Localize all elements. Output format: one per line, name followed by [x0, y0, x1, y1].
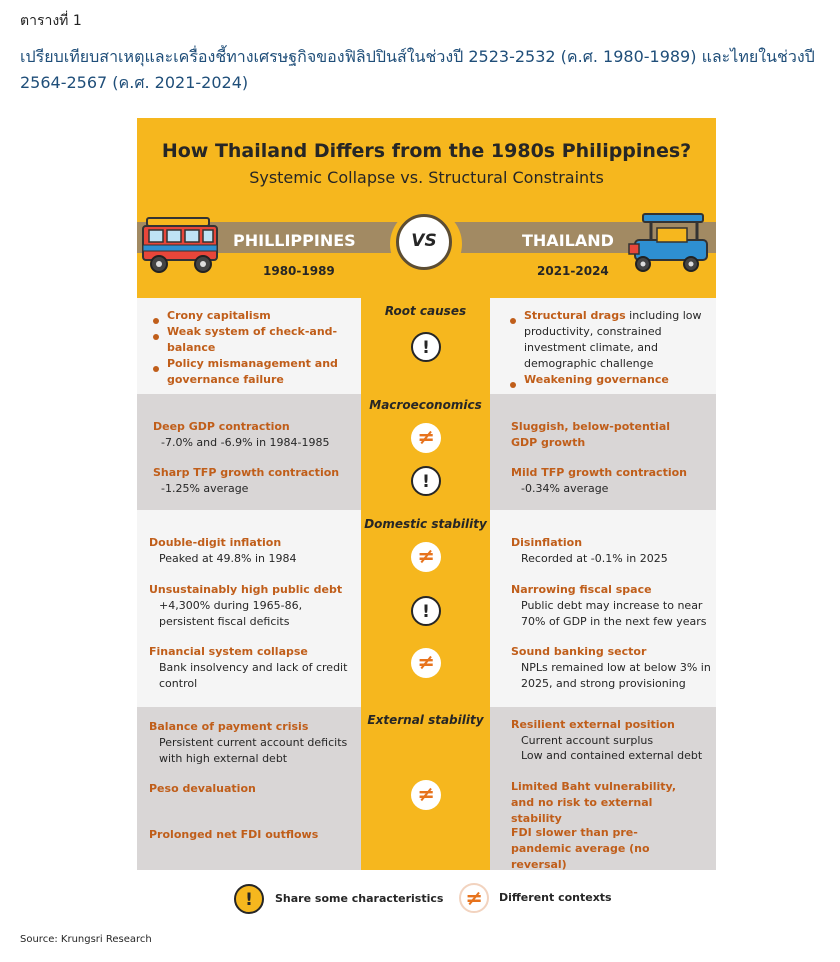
root-left-list [153, 308, 353, 388]
page-title: เปรียบเทียบสาเหตุและเครื่องชี้ทางเศรษฐกิจของฟิลิปปินส์ในช่วงปี 2523-2532 (ค.ศ. 1980-1989) และไทยในช่วงปี 2564-2567 (ค.ศ. 2021-2024) [20, 47, 815, 92]
left-country: PHILLIPPINES [233, 231, 356, 250]
domestic-right-2-title: Narrowing fiscal space [511, 583, 652, 596]
external-left-2-title: Peso devaluation [149, 782, 256, 795]
right-country: THAILAND [522, 231, 614, 250]
list-item: Weak system of check-and-balance [153, 324, 353, 356]
left-years: 1980-1989 [263, 264, 335, 278]
macro-right-2-detail: -0.34% average [521, 482, 609, 495]
external-right-1-detail-b: Low and contained external debt [521, 749, 703, 762]
list-item: Policy mismanagement and governance failure [153, 356, 353, 388]
legend-not-equal-icon: ≠ [459, 883, 489, 913]
external-right-2-title: Limited Baht vulnerability, and no risk to external stability [511, 780, 677, 825]
domestic-left-1-detail: Peaked at 49.8% in 1984 [159, 552, 297, 565]
not-equal-icon: ≠ [411, 780, 441, 810]
domestic-left-1-title: Double-digit inflation [149, 536, 282, 549]
legend-warning-icon: ! [234, 884, 264, 914]
domestic-left-2-detail: +4,300% during 1965-86, persistent fiscal deficits [159, 599, 303, 628]
domestic-left-3-title: Financial system collapse [149, 645, 308, 658]
right-years: 2021-2024 [537, 264, 609, 278]
list-item: Structural drags including low productivity, constrained investment climate, and demographic challenge [510, 308, 705, 372]
not-equal-icon: ≠ [411, 542, 441, 572]
source-note: Source: Krungsri Research [20, 934, 152, 945]
external-right-1-title: Resilient external position [511, 718, 675, 731]
domestic-right-3-detail: NPLs remained low at below 3% in 2025, and strong provisioning [521, 661, 711, 690]
category-root-causes: Root causes [384, 304, 467, 318]
infographic [137, 118, 716, 870]
external-right-3-title: FDI slower than pre-pandemic average (no reversal) [511, 826, 650, 870]
domestic-left-2-title: Unsustainably high public debt [149, 583, 343, 596]
legend-share-label: Share some characteristics [275, 892, 444, 905]
warning-icon: ! [411, 332, 441, 362]
table-label: ตารางที่ 1 [20, 13, 82, 29]
category-domestic-stability: Domestic stability [364, 517, 487, 531]
category-macroeconomics: Macroeconomics [369, 398, 482, 412]
external-left-1-detail: Persistent current account deficits with high external debt [159, 736, 348, 765]
external-left-3-title: Prolonged net FDI outflows [149, 828, 319, 841]
domestic-left-3-detail: Bank insolvency and lack of credit control [159, 661, 348, 690]
domestic-right-1-title: Disinflation [511, 536, 583, 549]
legend-different-label: Different contexts [499, 891, 612, 904]
infographic-subtitle: Systemic Collapse vs. Structural Constraints [249, 168, 604, 187]
macro-left-2-detail: -1.25% average [161, 482, 249, 495]
list-item: Weakening governance [510, 372, 705, 388]
macro-left-2-title: Sharp TFP growth contraction [153, 466, 340, 479]
list-item: Crony capitalism [153, 308, 353, 324]
macro-right-1-title: Sluggish, below-potential GDP growth [511, 420, 671, 449]
domestic-right-2-detail: Public debt may increase to near 70% of GDP in the next few years [521, 599, 707, 628]
not-equal-icon: ≠ [411, 648, 441, 678]
tuk-tuk-icon [627, 210, 711, 276]
macro-left-1-title: Deep GDP contraction [153, 420, 290, 433]
jeepney-icon [141, 214, 223, 276]
not-equal-icon: ≠ [411, 423, 441, 453]
domestic-right-1-detail: Recorded at -0.1% in 2025 [521, 552, 668, 565]
warning-icon: ! [411, 596, 441, 626]
root-right-list [510, 308, 705, 388]
macro-left-1-detail: -7.0% and -6.9% in 1984-1985 [161, 436, 330, 449]
infographic-title: How Thailand Differs from the 1980s Philippines? [161, 140, 692, 162]
vs-label: VS [411, 231, 437, 251]
external-right-1-detail-a: Current account surplus [521, 734, 654, 747]
external-left-1-title: Balance of payment crisis [149, 720, 309, 733]
warning-icon: ! [411, 466, 441, 496]
category-external-stability: External stability [367, 713, 484, 727]
macro-right-2-title: Mild TFP growth contraction [511, 466, 687, 479]
domestic-right-3-title: Sound banking sector [511, 645, 647, 658]
